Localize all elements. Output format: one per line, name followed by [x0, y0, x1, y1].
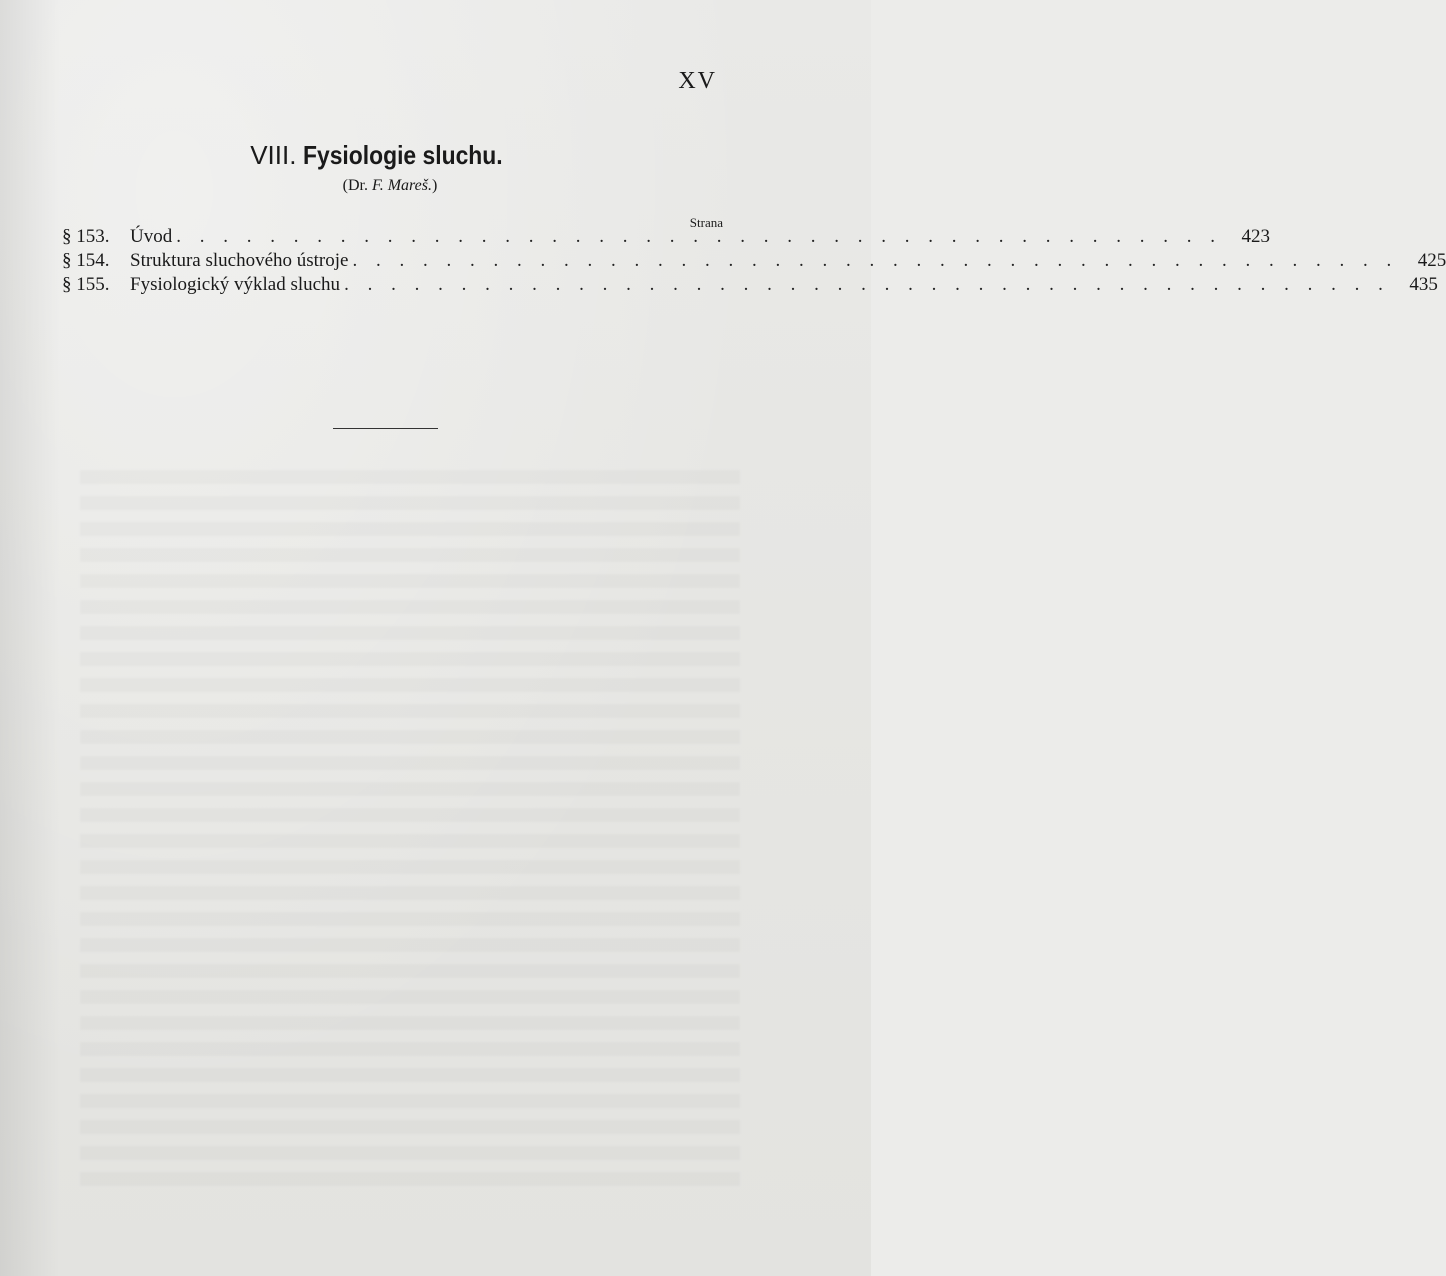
toc-section-number: § 153. — [62, 226, 110, 247]
toc-page-number: 425 — [1417, 250, 1446, 271]
toc-entry — [62, 226, 1270, 250]
section-divider-rule — [333, 428, 438, 429]
toc-entry-title: Fysiologický výklad sluchu — [130, 274, 341, 295]
toc-entry — [62, 250, 1446, 274]
section-title: Fysiologie sluchu. — [302, 140, 503, 170]
toc-leader-dots: . . . . . . . . . . . . . . . . . . . . . . . . . . . . . . . . . . . . . . . . . . . . . — [176, 226, 1222, 247]
section-heading — [0, 140, 780, 171]
toc-entry-title: Struktura sluchového ústroje — [130, 250, 349, 271]
toc-section-number: § 155. — [62, 274, 110, 295]
toc-page-number: 435 — [1409, 274, 1438, 295]
author-name: F. Mareš. — [372, 177, 432, 194]
section-author — [0, 177, 780, 195]
table-of-contents — [62, 226, 1446, 298]
show-through-texture — [80, 470, 740, 1190]
author-open: (Dr. — [342, 177, 368, 194]
toc-leader-dots: . . . . . . . . . . . . . . . . . . . . . . . . . . . . . . . . . . . . . . . . . . . . . — [344, 274, 1390, 295]
toc-section-number: § 154. — [62, 250, 110, 271]
page-number: XV — [678, 68, 717, 94]
toc-leader-dots: . . . . . . . . . . . . . . . . . . . . . . . . . . . . . . . . . . . . . . . . . . . . . — [352, 250, 1399, 271]
author-close: ) — [432, 177, 438, 194]
toc-entry-title: Úvod — [130, 226, 173, 247]
toc-entry — [62, 274, 1438, 298]
section-roman-numeral: VIII. — [250, 140, 297, 170]
toc-page-number: 423 — [1241, 226, 1270, 247]
page-column-header: Strana — [689, 215, 723, 230]
